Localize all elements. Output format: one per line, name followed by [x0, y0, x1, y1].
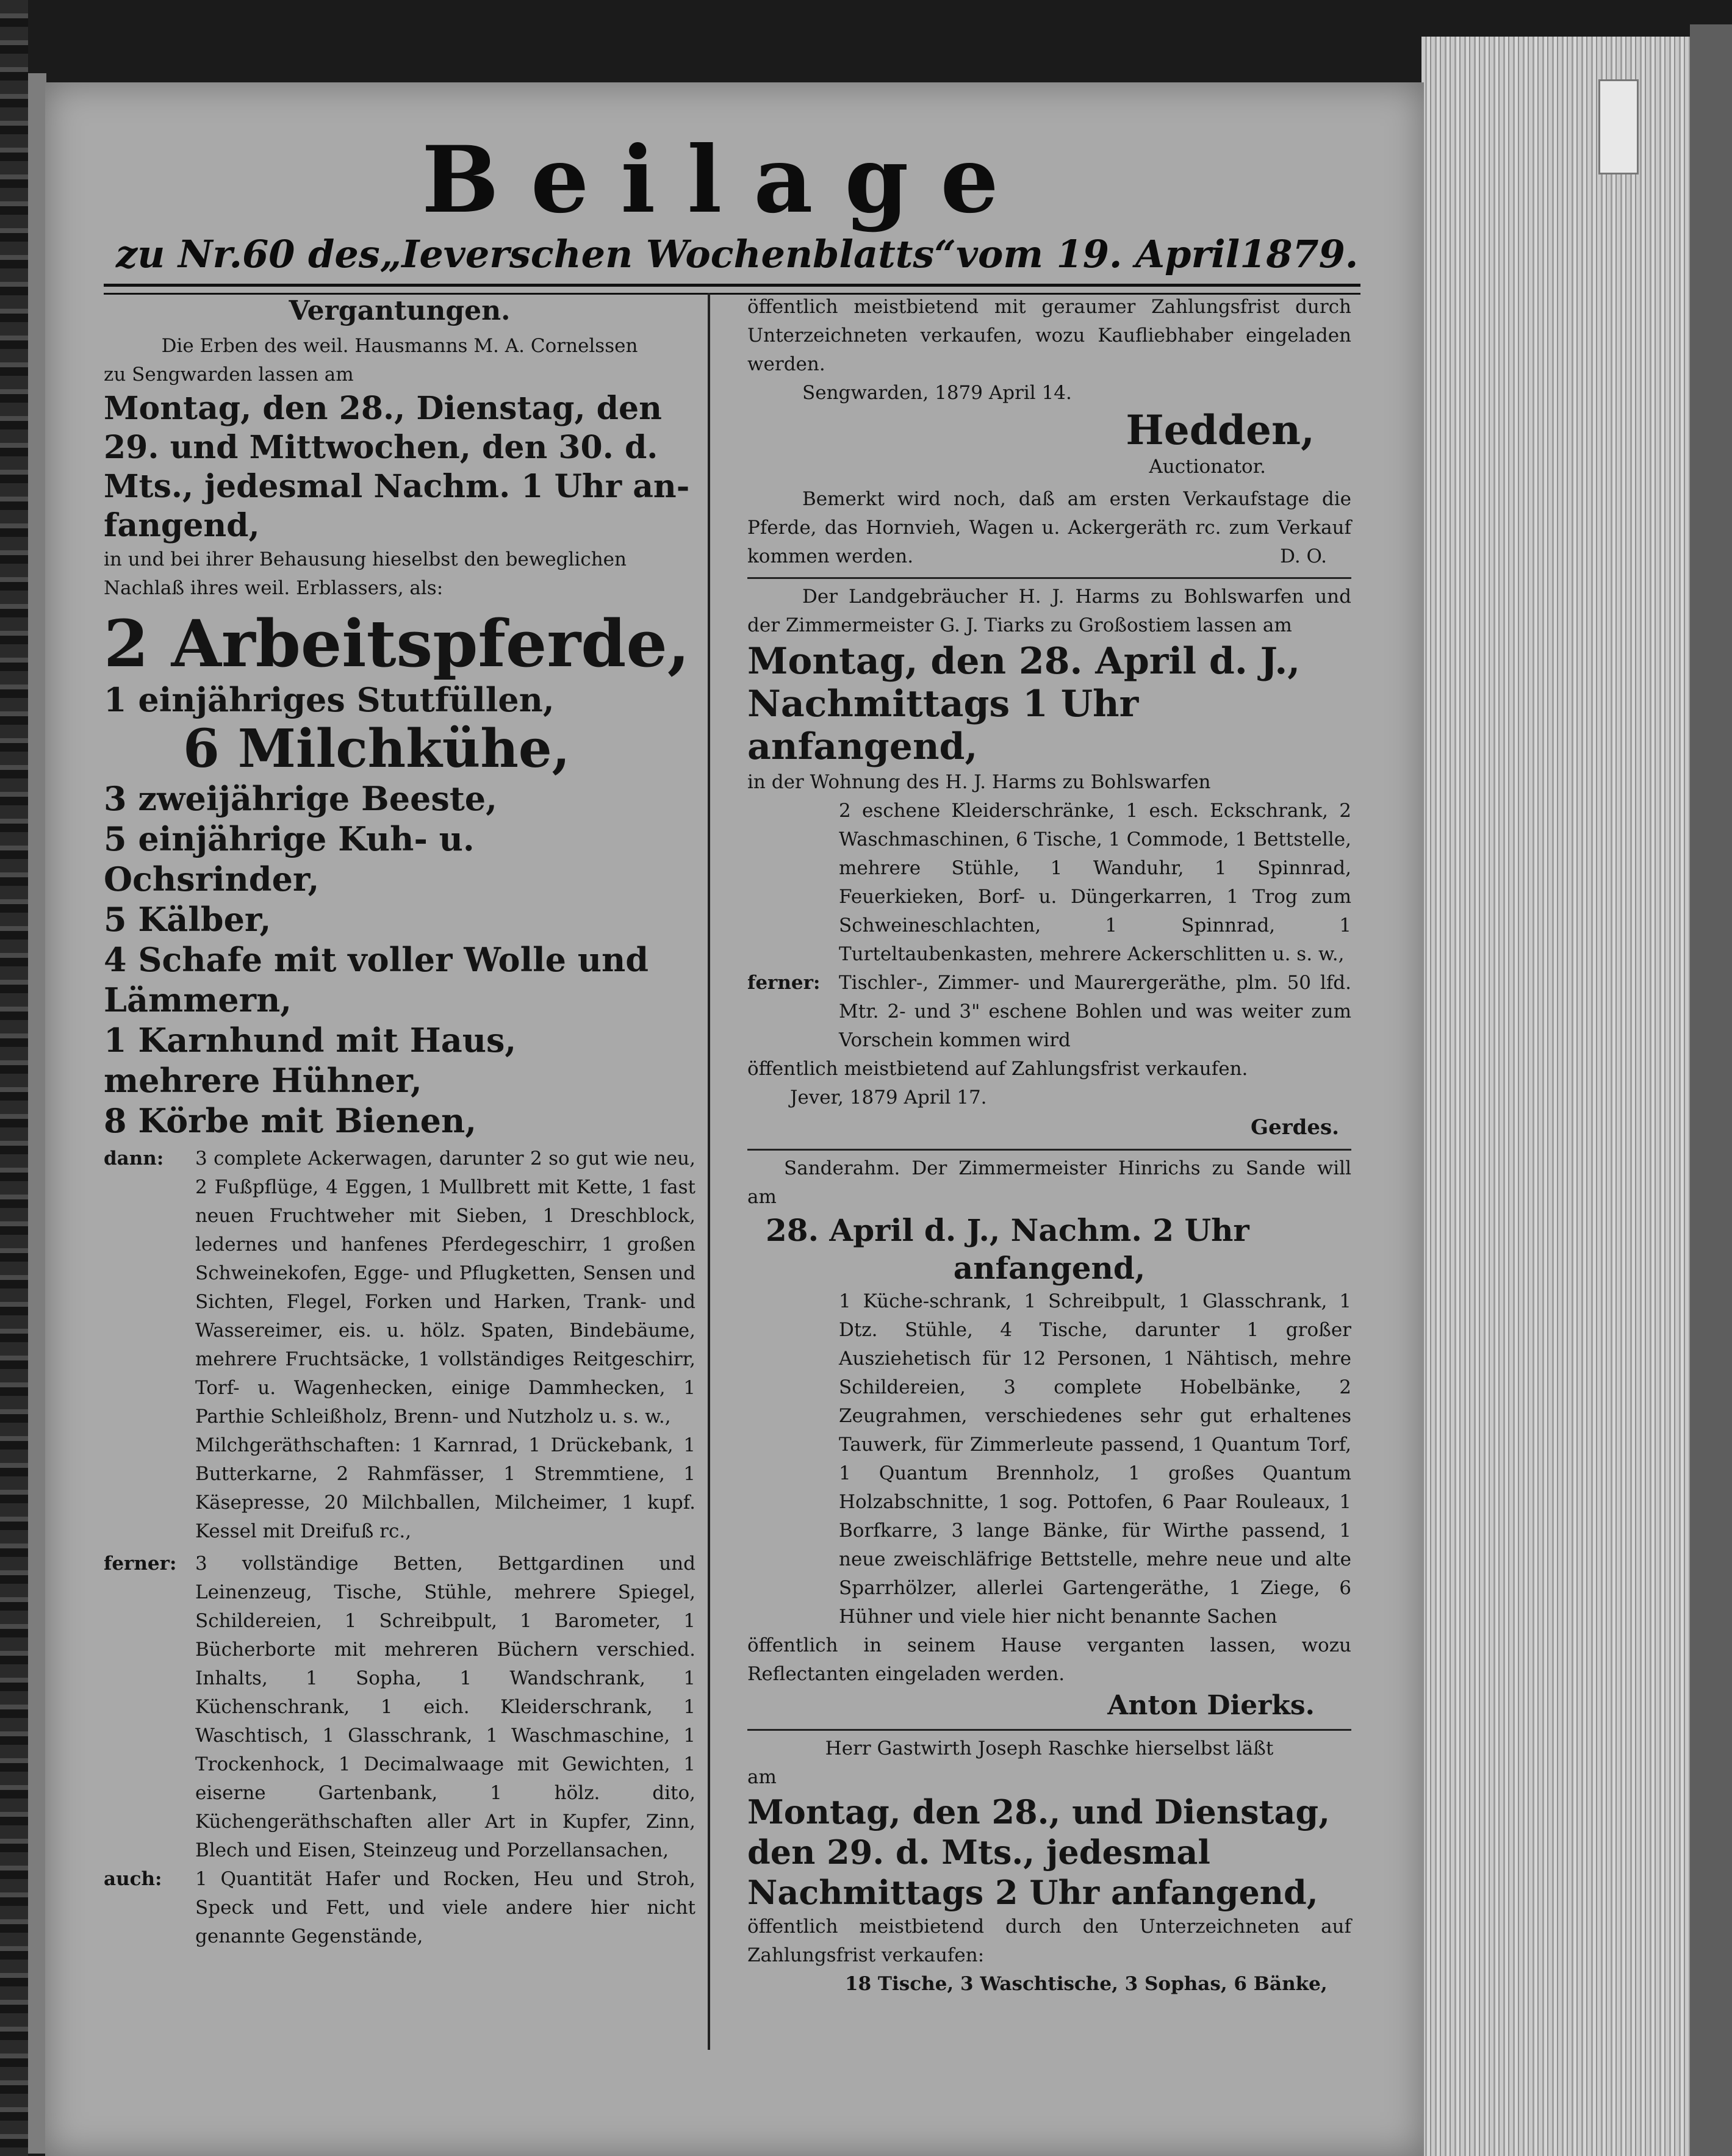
list-text: Tischler-, Zimmer- und Maurergeräthe, plm. 50 lfd. Mtr. 2- und 3" eschene Bohlen und was weiter zum Vorschein kommen wird — [839, 972, 1351, 1051]
list-label: ferner: — [747, 972, 821, 994]
item-list-ferner — [747, 969, 1351, 1055]
notice-text: 1 Küche-schrank, 1 Schreibpult, 1 Glasschrank, 1 Dtz. Stühle, 4 Tische, darunter 1 großer Ausziehetisch für 12 Personen, 1 Nähtisch, mehre Schildereien, 3 complete Hobelbänke, 2 Zeugrahmen, verschiedenes sehr gut erhaltenes Tauwerk, für Zimmerleute passend, 1 Quantum Torf, 1 Quantum Brennholz, 1 großes Quantum Holzabschnitte, 1 sog. Pottofen, 6 Paar Rouleaux, 1 Borfkarre, 3 lange Bänke, für Wirthe passend, 1 neue zweischläfrige Bettstelle, mehre neue und alte Sparrhölzer, allerlei Gartengeräthe, 1 Ziege, 6 Hühner und viele hier nicht benannte Sachen — [839, 1290, 1351, 1628]
notice-text: 18 Tische, 3 Waschtische, 3 Sophas, 6 Bänke, — [845, 1973, 1328, 1995]
auctioneer-title: Auctionator. — [1149, 456, 1266, 478]
list-text: Milchgeräthschaften: 1 Karnrad, 1 Drückebank, 1 Butterkarne, 2 Rahmfässer, 1 Stremmtiene, 1 Käsepresse, 20 Milchballen, Milcheimer, 1 kupf. Kessel mit Dreifuß rc., — [195, 1434, 695, 1542]
notice-text: öffentlich meistbietend auf Zahlungsfrist verkaufen. — [747, 1058, 1248, 1080]
notice-intro-line: zu Sengwarden lassen am — [104, 364, 354, 386]
issue-line-part: „Ieverschen Wochenblatts“ — [379, 232, 956, 276]
livestock-item: 5 Kälber, — [104, 900, 271, 939]
list-text: 3 complete Ackerwagen, darunter 2 so gut wie neu, 2 Fußpflüge, 4 Eggen, 1 Mullbrett mit Kette, 1 fast neuen Fruchtweher mit Sieben, 1 Dreschblock, ledernes und hanfenes Pferdegeschirr, 1 großen Schweinekofen, Egge- und Pflugketten, Sensen und Sichten, Flegel, Forken und Harken, Trank- und Wassereimer, eis. u. hölz. Spaten, Bindebäume, mehrere Fruchtsäcke, 1 vollständiges Reitgeschirr, Torf- u. Wagenhecken, einige Dammhecken, 1 Parthie Schleißholz, Brenn- und Nutzholz u. s. w., — [195, 1148, 695, 1428]
issue-line-part: zu Nr. — [116, 232, 243, 276]
sale-date-line: 29. und Mittwochen, den 30. d. — [104, 429, 658, 466]
list-label: auch: — [104, 1868, 162, 1890]
sale-date-line: Montag, den 28., und Dienstag, — [747, 1792, 1330, 1831]
notice-text: öffentlich meistbietend durch den Unterzeichneten auf Zahlungsfrist verkaufen: — [747, 1916, 1351, 1966]
masthead — [92, 128, 1360, 232]
livestock-item: 6 Milchkühe, — [183, 718, 570, 780]
notice-text: Sanderahm. Der Zimmermeister Hinrichs zu Sande will am — [747, 1157, 1351, 1208]
paper-slip — [1598, 79, 1639, 174]
livestock-item: 5 einjährige Kuh- u. Ochsrinder, — [104, 819, 475, 899]
sale-date-line: Montag, den 28. April d. J., — [747, 640, 1301, 683]
livestock-item: Lämmern, — [104, 980, 292, 1019]
notice-signature: Gerdes. — [1251, 1115, 1339, 1140]
notice-place-date: Jever, 1879 April 17. — [790, 1087, 987, 1109]
page-stack — [1421, 37, 1690, 2156]
issue-line-part: 1879. — [1240, 232, 1359, 276]
item-list-milch — [104, 1431, 695, 1546]
livestock-item: 2 Arbeitspferde, — [104, 605, 690, 681]
right-column — [747, 293, 1351, 1999]
livestock-item: 4 Schafe mit voller Wolle und — [104, 940, 649, 979]
livestock-item: 1 Karnhund mit Haus, — [104, 1021, 517, 1060]
notice-text: Herr Gastwirth Joseph Raschke hierselbst läßt — [825, 1737, 1274, 1759]
list-text: 1 Quantität Hafer und Rocken, Heu und Stroh, Speck und Fett, und viele andere hier nicht genannte Gegenstände, — [195, 1868, 695, 1947]
left-column — [104, 293, 695, 1951]
notice-rule — [747, 1729, 1351, 1731]
sale-date-line: den 29. d. Mts., jedesmal — [747, 1833, 1210, 1872]
column-divider — [708, 293, 710, 2050]
issue-line-part: 60 des — [242, 232, 380, 276]
notice-intro-line: Nachlaß ihres weil. Erblassers, als: — [104, 577, 444, 599]
sale-date-line: Nachmittags 1 Uhr anfangend, — [747, 683, 1139, 768]
notice-text: am — [747, 1766, 777, 1788]
sale-date-line: Mts., jedesmal Nachm. 1 Uhr an- — [104, 468, 690, 505]
notice-text: öffentlich in seinem Hause verganten lassen, wozu Reflectanten eingeladen werden. — [747, 1634, 1351, 1685]
notice-text: 2 eschene Kleiderschränke, 1 esch. Eckschrank, 2 Waschmaschinen, 6 Tische, 1 Commode, 1 Bettstelle, mehrere Stühle, 1 Wanduhr, 1 Spinnrad, Feuerkieken, Borf- u. Düngerkarren, 1 Trog zum Schweineschlachten, 1 Spinnrad, 1 Turteltaubenkasten, mehrere Ackerschlitten u. s. w., — [839, 800, 1351, 965]
book-cover-edge — [1690, 24, 1732, 2156]
issue-line-part: vom 19. April — [955, 232, 1240, 276]
livestock-item: 8 Körbe mit Bienen, — [104, 1101, 477, 1140]
item-list-dann — [104, 1144, 695, 1431]
item-list-ferner — [104, 1550, 695, 1865]
list-label: ferner: — [104, 1553, 177, 1575]
left-page-edge — [28, 73, 46, 2154]
notice-intro-line: Die Erben des weil. Hausmanns M. A. Cornelssen — [161, 335, 638, 357]
notice-signature: D. O. — [1280, 545, 1327, 567]
list-label: dann: — [104, 1148, 164, 1170]
list-text: 3 vollständige Betten, Bettgardinen und Leinenzeug, Tische, Stühle, mehrere Spiegel, Schildereien, 1 Schreibpult, 1 Barometer, 1 Bücherborte mit mehreren Büchern verschied. Inhalts, 1 Sopha, 1 Wandschrank, 1 Küchenschrank, 1 eich. Kleiderschrank, 1 Waschtisch, 1 Glasschrank, 1 Waschmaschine, 1 Trockenhock, 1 Decimalwaage mit Gewichten, 1 eiserne Gartenbank, 1 hölz. dito, Küchengeräthschaften aller Art in Kupfer, Zinn, Blech und Eisen, Steinzeug und Porzellansachen, — [195, 1553, 695, 1861]
notice-rule — [747, 577, 1351, 579]
sale-date-line: Nachmittags 2 Uhr anfangend, — [747, 1873, 1318, 1912]
notice-text: in der Wohnung des H. J. Harms zu Bohlswarfen — [747, 771, 1211, 793]
list-label-spacer — [104, 1431, 195, 1546]
sale-date-line: Montag, den 28., Dienstag, den — [104, 390, 662, 427]
notice-text: öffentlich meistbietend mit geraumer Zahlungsfrist durch Unterzeichneten verkaufen, wozu Kaufliebhaber eingeladen werden. — [747, 296, 1351, 375]
item-list-auch — [104, 1865, 695, 1951]
livestock-item: mehrere Hühner, — [104, 1061, 422, 1100]
notice-intro-line: in und bei ihrer Behausung hieselbst den beweglichen — [104, 548, 627, 570]
section-heading: Vergantungen. — [289, 295, 511, 326]
notice-rule — [747, 1149, 1351, 1151]
sale-date-line: 28. April d. J., Nachm. 2 Uhr — [766, 1212, 1249, 1248]
supplement-title: Beilage — [422, 126, 1030, 234]
notice-place-date: Sengwarden, 1879 April 14. — [802, 382, 1072, 404]
notice-text: Der Landgebräucher H. J. Harms zu Bohlswarfen und der Zimmermeister G. J. Tiarks zu Großostiem lassen am — [747, 586, 1351, 636]
book-spine-left — [0, 0, 28, 2156]
livestock-item: 1 einjähriges Stutfüllen, — [104, 680, 555, 719]
livestock-item: 3 zweijährige Beeste, — [104, 779, 497, 818]
sale-date-line: fangend, — [104, 507, 260, 544]
notice-signature: Anton Dierks. — [1107, 1690, 1315, 1721]
auctioneer-name: Hedden, — [1126, 406, 1315, 454]
sale-date-line: anfangend, — [953, 1250, 1146, 1286]
notice-text: Bemerkt wird noch, daß am ersten Verkaufstage die Pferde, das Hornvieh, Wagen u. Ackergeräth rc. zum Verkauf kommen werden. — [747, 488, 1351, 567]
issue-line — [116, 232, 1359, 276]
